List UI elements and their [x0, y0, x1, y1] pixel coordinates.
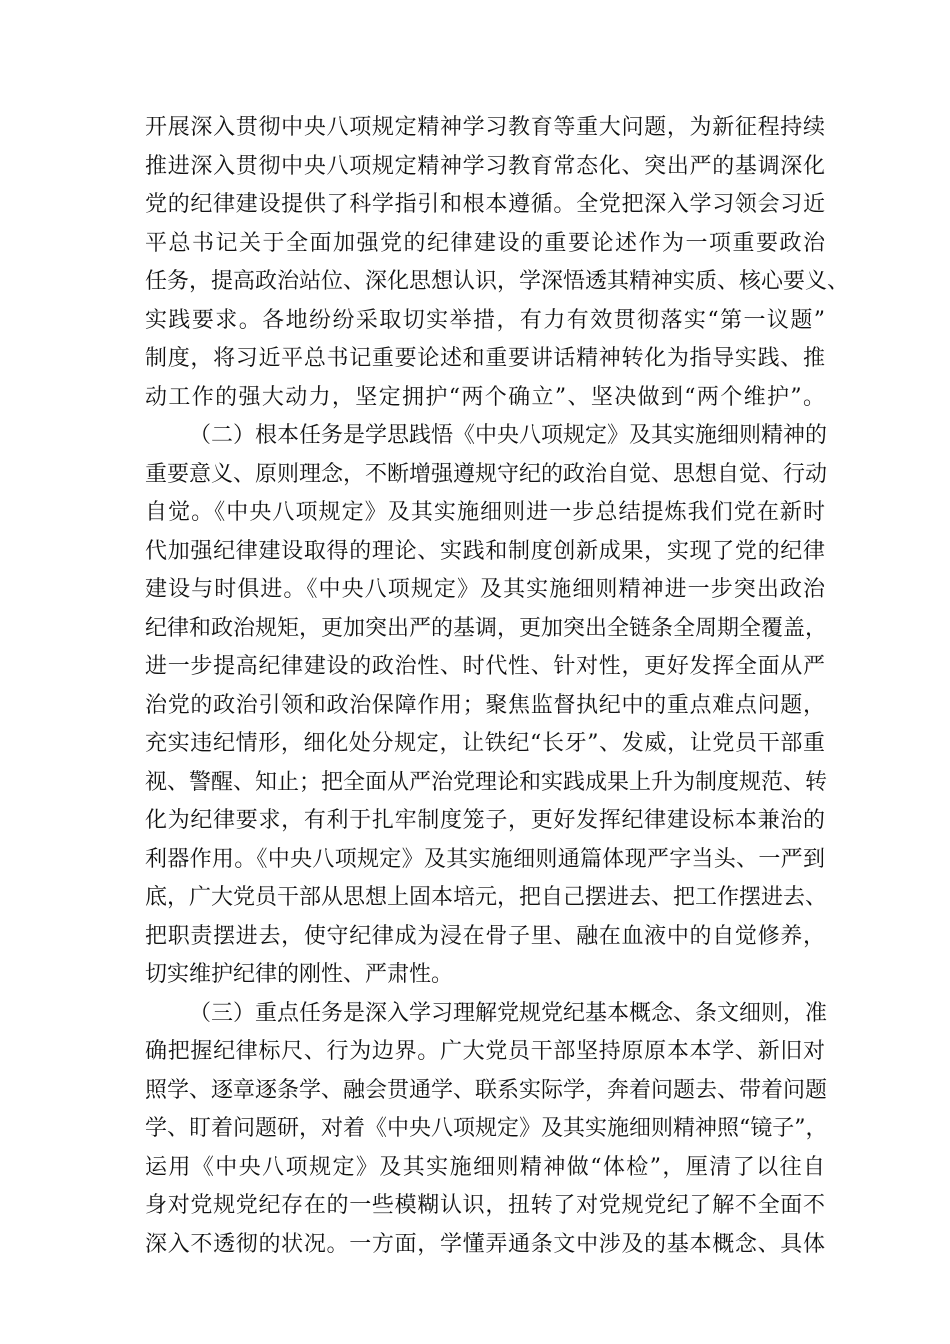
text-line: 治党的政治引领和政治保障作用；聚焦监督执纪中的重点难点问题， — [145, 692, 825, 718]
text-line: 运用《中央八项规定》及其实施细则精神做“体检”，厘清了以往自 — [145, 1154, 825, 1180]
text-line: 底，广大党员干部从思想上固本培元，把自己摆进去、把工作摆进去、 — [145, 885, 828, 910]
text-line: 实践要求。各地纷纷采取切实举措，有力有效贯彻落实“第一议题” — [145, 307, 825, 333]
text-line: 党的纪律建设提供了科学指引和根本遵循。全党把深入学习领会习近 — [145, 192, 825, 217]
text-line: 代加强纪律建设取得的理论、实践和制度创新成果，实现了党的纪律 — [145, 538, 825, 564]
text-line: 照学、逐章逐条学、融会贯通学、联系实际学，奔着问题去、带着问题 — [145, 1077, 828, 1103]
document-page — [145, 109, 850, 1264]
text-line: （二）根本任务是学思践悟《中央八项规定》及其实施细则精神的 — [189, 423, 828, 448]
text-line: 进一步提高纪律建设的政治性、时代性、针对性，更好发挥全面从严 — [145, 654, 825, 679]
text-line: 确把握纪律标尺、行为边界。广大党员干部坚持原原本本学、新旧对 — [145, 1039, 825, 1064]
text-line: （三）重点任务是深入学习理解党规党纪基本概念、条文细则，准 — [189, 1000, 828, 1026]
text-line: 自觉。《中央八项规定》及其实施细则进一步总结提炼我们党在新时 — [145, 500, 825, 525]
text-line: 利器作用。《中央八项规定》及其实施细则通篇体现严字当头、一严到 — [145, 846, 825, 872]
text-line: 充实违纪情形，细化处分规定，让铁纪“长牙”、发威，让党员干部重 — [145, 731, 825, 756]
text-line: 动工作的强大动力，坚定拥护“两个确立”、坚决做到“两个维护”。 — [145, 384, 825, 410]
text-line: 建设与时俱进。《中央八项规定》及其实施细则精神进一步突出政治 — [145, 577, 825, 602]
paragraph — [145, 417, 828, 995]
text-line: 开展深入贯彻中央八项规定精神学习教育等重大问题，为新征程持续 — [145, 115, 825, 140]
text-line: 深入不透彻的状况。一方面，学懂弄通条文中涉及的基本概念、具体 — [145, 1231, 825, 1257]
text-line: 推进深入贯彻中央八项规定精神学习教育常态化、突出严的基调深化 — [145, 153, 825, 179]
text-line: 制度，将习近平总书记重要论述和重要讲话精神转化为指导实践、推 — [145, 346, 825, 371]
text-line: 把职责摆进去，使守纪律成为浸在骨子里、融在血液中的自觉修养， — [145, 923, 825, 949]
text-line: 化为纪律要求，有利于扎牢制度笼子，更好发挥纪律建设标本兼治的 — [145, 808, 825, 833]
text-line: 视、警醒、知止；把全面从严治党理论和实践成果上升为制度规范、转 — [145, 769, 828, 795]
text-line: 纪律和政治规矩，更加突出严的基调，更加突出全链条全周期全覆盖， — [145, 615, 828, 641]
paragraph — [145, 109, 850, 417]
text-line: 平总书记关于全面加强党的纪律建设的重要论述作为一项重要政治 — [145, 230, 825, 256]
text-line: 学、盯着问题研，对着《中央八项规定》及其实施细则精神照“镜子”， — [145, 1116, 828, 1141]
text-line: 身对党规党纪存在的一些模糊认识，扭转了对党规党纪了解不全面不 — [145, 1193, 825, 1218]
text-line: 切实维护纪律的刚性、严肃性。 — [145, 962, 454, 987]
text-line: 任务，提高政治站位、深化思想认识，学深悟透其精神实质、核心要义、 — [145, 269, 850, 294]
paragraph — [145, 995, 828, 1265]
text-line: 重要意义、原则理念，不断增强遵规守纪的政治自觉、思想自觉、行动 — [145, 461, 828, 487]
